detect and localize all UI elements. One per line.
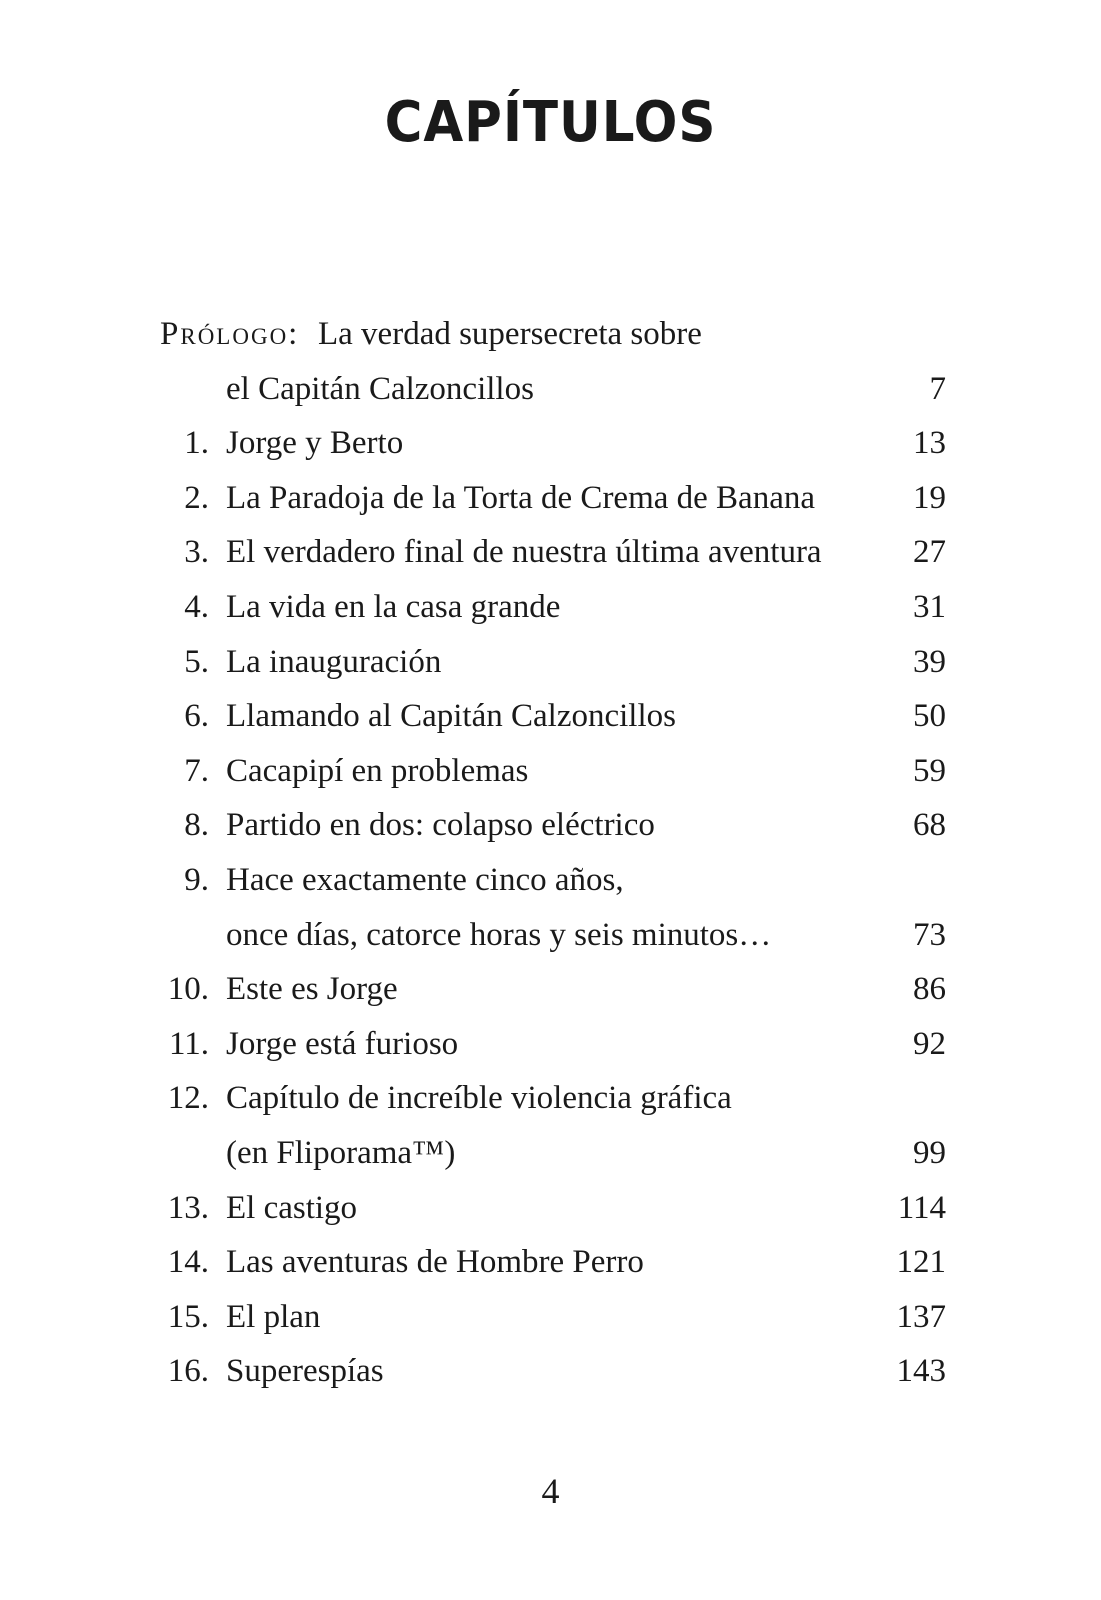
chapter-title: Capítulo de increíble violencia gráfica xyxy=(226,1080,732,1117)
chapter-title: El plan xyxy=(226,1298,321,1335)
table-of-contents xyxy=(0,318,1101,1410)
chapter-page-number: 86 xyxy=(913,971,946,1008)
chapter-number: 15. xyxy=(167,1298,209,1335)
prologue-title-line-1: La verdad supersecreta sobre xyxy=(318,316,702,352)
chapter-number: 1. xyxy=(184,425,209,462)
chapter-page-number: 50 xyxy=(913,698,946,735)
chapter-page-number: 121 xyxy=(896,1244,946,1281)
chapter-title: Este es Jorge xyxy=(226,971,398,1008)
chapter-title: Jorge está furioso xyxy=(226,1025,459,1062)
prologue-row-2 xyxy=(0,370,1101,428)
chapter-page-number: 137 xyxy=(896,1298,946,1335)
page-number-footer: 4 xyxy=(541,1471,560,1511)
chapter-title: Llamando al Capitán Calzoncillos xyxy=(226,698,676,735)
chapter-number: 10. xyxy=(167,971,209,1008)
chapter-title: La inauguración xyxy=(226,643,442,680)
chapter-row xyxy=(0,479,1101,537)
chapter-row xyxy=(0,1189,1101,1247)
chapter-row xyxy=(0,1298,1101,1356)
chapter-page-number: 19 xyxy=(913,479,946,516)
chapter-number: 12. xyxy=(167,1080,209,1117)
chapter-title: Cacapipí en problemas xyxy=(226,752,529,789)
chapter-page-number: 27 xyxy=(913,534,946,571)
chapter-number: 8. xyxy=(184,807,209,844)
chapter-number: 6. xyxy=(184,698,209,735)
chapter-page-number: 13 xyxy=(913,425,946,462)
chapter-page-number: 143 xyxy=(896,1353,946,1390)
prologue-row-1 xyxy=(0,318,1101,373)
chapter-page-number: 59 xyxy=(913,752,946,789)
chapter-number: 7. xyxy=(184,752,209,789)
chapter-title: Hace exactamente cinco años, xyxy=(226,861,624,898)
chapter-row xyxy=(0,1246,1101,1301)
chapter-number: 14. xyxy=(167,1244,209,1281)
chapter-number: 3. xyxy=(184,534,209,571)
chapter-row xyxy=(0,1355,1101,1410)
page-title: CAPÍTULOS xyxy=(384,90,717,155)
chapter-row xyxy=(0,1025,1101,1083)
prologue-label: Prólogo: xyxy=(160,316,300,352)
chapter-page-number: 73 xyxy=(913,916,946,953)
chapter-title: El verdadero final de nuestra última aventura xyxy=(226,534,822,571)
chapter-row xyxy=(0,916,1101,974)
prologue-page-number: 7 xyxy=(929,370,946,407)
chapter-row xyxy=(0,1134,1101,1192)
chapter-title: once días, catorce horas y seis minutos… xyxy=(226,916,772,953)
chapter-number: 16. xyxy=(167,1353,209,1390)
chapter-title: Partido en dos: colapso eléctrico xyxy=(226,807,655,844)
chapter-title: Las aventuras de Hombre Perro xyxy=(226,1244,644,1281)
chapter-page-number: 92 xyxy=(913,1025,946,1062)
chapter-row xyxy=(0,1082,1101,1137)
chapter-number: 5. xyxy=(184,643,209,680)
chapter-row xyxy=(0,809,1101,864)
chapter-number: 4. xyxy=(184,588,209,625)
chapter-number: 2. xyxy=(184,479,209,516)
chapter-page-number: 68 xyxy=(913,807,946,844)
chapter-title: La vida en la casa grande xyxy=(226,588,561,625)
chapter-page-number: 114 xyxy=(897,1189,946,1226)
chapter-page-number: 31 xyxy=(913,588,946,625)
chapter-title: El castigo xyxy=(226,1189,358,1226)
chapter-page-number: 39 xyxy=(913,643,946,680)
chapter-row xyxy=(0,643,1101,701)
chapter-row xyxy=(0,700,1101,755)
chapter-number: 9. xyxy=(184,861,209,898)
chapter-title: Superespías xyxy=(226,1353,384,1390)
chapter-number: 13. xyxy=(167,1189,209,1226)
chapter-number: 11. xyxy=(168,1025,209,1062)
chapter-row xyxy=(0,861,1101,919)
chapter-row xyxy=(0,752,1101,810)
chapter-row xyxy=(0,973,1101,1028)
chapter-title: Jorge y Berto xyxy=(226,425,404,462)
chapter-page-number: 99 xyxy=(913,1134,946,1171)
chapter-row xyxy=(0,536,1101,591)
chapter-title: La Paradoja de la Torta de Crema de Banana xyxy=(226,479,815,516)
chapter-title: (en Fliporama™) xyxy=(226,1134,456,1171)
chapter-row xyxy=(0,427,1101,482)
chapter-row xyxy=(0,588,1101,646)
prologue-title-line-2: el Capitán Calzoncillos xyxy=(226,370,534,407)
